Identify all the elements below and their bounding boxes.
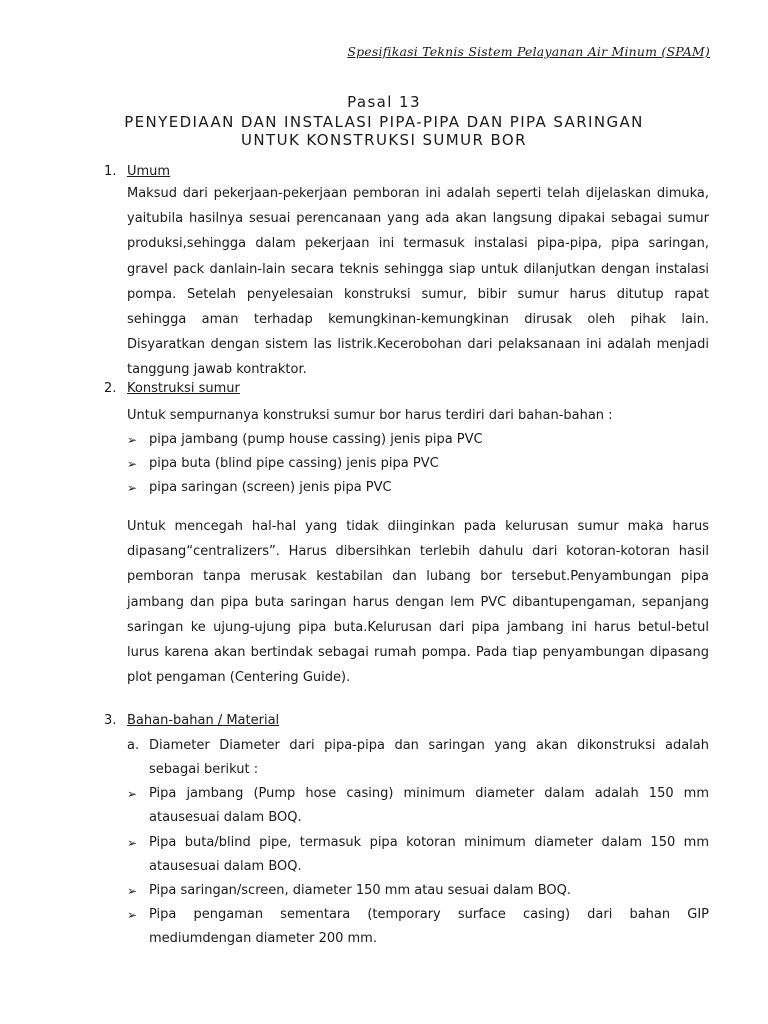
section-1-heading: Umum bbox=[127, 164, 171, 179]
list-item: ➢ Pipa pengaman sementara (temporary surface casing) dari bahan GIP mediumdengan diameter 200 mm. bbox=[127, 903, 709, 951]
list-item: ➢ Pipa jambang (Pump hose casing) minimum diameter dalam adalah 150 mm atausesuai dalam BOQ. bbox=[127, 782, 709, 830]
article-number: Pasal 13 bbox=[347, 93, 421, 111]
section-1-number: 1. bbox=[104, 164, 117, 179]
section-3-number: 3. bbox=[104, 713, 117, 728]
section-1-paragraph: Maksud dari pekerjaan-pekerjaan pemboran ini adalah seperti telah dijelaskan dimuka, yaitubila hasilnya sesuai perencanaan yang ada akan langsung dipakai sebagai sumur produksi,sehingga dalam pekerjaan ini termasuk instalasi pipa-pipa, pipa saringan, gravel pack danlain-lain secara teknis sehingga siap untuk dilanjutkan dengan instalasi pompa. Setelah penyelesaian konstruksi sumur, bibir sumur harus ditutup rapat sehingga aman terhadap kemungkinan-kemungkinan dirusak oleh pihak lain. Disyaratkan dengan sistem las listrik.Kecerobohan dari pelaksanaan ini adalah menjadi tanggung jawab kontraktor. bbox=[127, 186, 709, 378]
subsection-a-text: Diameter Diameter dari pipa-pipa dan saringan yang akan dikonstruksi adalah sebagai berikut : bbox=[149, 738, 709, 777]
list-item: ➢ pipa saringan (screen) jenis pipa PVC bbox=[127, 476, 709, 500]
article-title-line-1: PENYEDIAAN DAN INSTALASI PIPA-PIPA DAN PIPA SARINGAN bbox=[124, 113, 644, 131]
arrowhead-bullet-icon: ➢ bbox=[127, 433, 138, 447]
section-2-heading: Konstruksi sumur bbox=[127, 381, 240, 396]
arrowhead-bullet-icon: ➢ bbox=[127, 884, 138, 898]
list-item: ➢ Pipa saringan/screen, diameter 150 mm atau sesuai dalam BOQ. bbox=[127, 879, 709, 903]
running-header: Spesifikasi Teknis Sistem Pelayanan Air Minum (SPAM) bbox=[347, 44, 710, 59]
arrowhead-bullet-icon: ➢ bbox=[127, 787, 138, 801]
section-2-intro: Untuk sempurnanya konstruksi sumur bor harus terdiri dari bahan-bahan : bbox=[127, 408, 613, 423]
arrowhead-bullet-icon: ➢ bbox=[127, 481, 138, 495]
section-2-number: 2. bbox=[104, 381, 117, 396]
list-item: ➢ pipa jambang (pump house cassing) jenis pipa PVC bbox=[127, 428, 709, 452]
arrowhead-bullet-icon: ➢ bbox=[127, 836, 138, 850]
arrowhead-bullet-icon: ➢ bbox=[127, 457, 138, 471]
section-3-heading: Bahan-bahan / Material bbox=[127, 713, 280, 728]
section-2-paragraph: Untuk mencegah hal-hal yang tidak diinginkan pada kelurusan sumur maka harus dipasang“centralizers”. Harus dibersihkan terlebih dahulu dari kotoran-kotoran hasil pemboran tanpa merusak kestabilan dan lubang bor tersebut.Penyambungan pipa jambang dan pipa buta saringan harus dengan lem PVC dibantupengaman, sepanjang saringan ke ujung-ujung pipa buta.Kelurusan dari pipa jambang ini harus betul-betul lurus karena akan bertindak sebagai rumah pompa. Pada tiap penyambungan dipasang plot pengaman (Centering Guide). bbox=[127, 519, 709, 686]
arrowhead-bullet-icon: ➢ bbox=[127, 908, 138, 922]
subsection-a-letter: a. bbox=[127, 738, 140, 753]
subsection-a bbox=[127, 734, 709, 782]
list-item: ➢ pipa buta (blind pipe cassing) jenis pipa PVC bbox=[127, 452, 709, 476]
list-item: ➢ Pipa buta/blind pipe, termasuk pipa kotoran minimum diameter dalam 150 mm atausesuai dalam BOQ. bbox=[127, 831, 709, 879]
article-title-line-2: UNTUK KONSTRUKSI SUMUR BOR bbox=[241, 131, 527, 149]
